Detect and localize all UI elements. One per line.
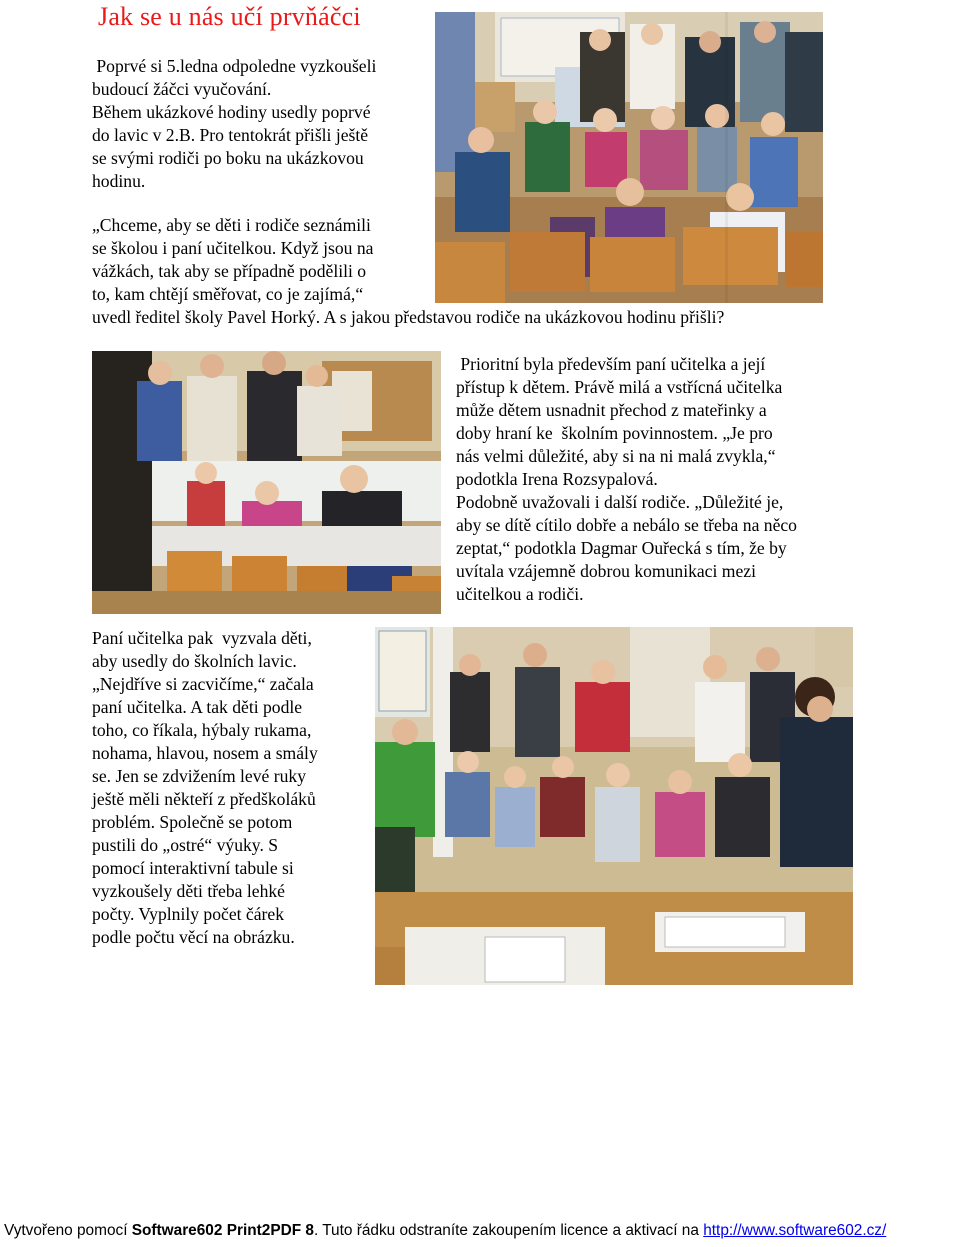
text-line: Poprvé si 5.ledna odpoledne vyzkoušeli xyxy=(92,56,377,76)
text-line: pomocí interaktivní tabule si xyxy=(92,858,294,878)
photo-children-circle xyxy=(435,12,823,303)
text-line: Během ukázkové hodiny usedly poprvé xyxy=(92,102,371,122)
text-line: vážkách, tak aby se případně podělili o xyxy=(92,261,367,281)
article-title: Jak se u nás učí prvňáčci xyxy=(98,2,361,31)
text-line: „Nejdříve si zacvičíme,“ začala xyxy=(92,674,314,694)
text-line: podle počtu věcí na obrázku. xyxy=(92,927,295,947)
text-line: to, kam chtějí směřovat, co je zajímá,“ xyxy=(92,284,364,304)
text-line: přístup k dětem. Právě milá a vstřícná učitelka xyxy=(456,377,783,397)
text-line: nohama, hlavou, nosem a smály xyxy=(92,743,318,763)
footer-product-name: Software602 Print2PDF 8 xyxy=(131,1222,314,1239)
text-line: budoucí žáčci vyučování. xyxy=(92,79,272,99)
text-line: může dětem usnadnit přechod z mateřinky a xyxy=(456,400,767,420)
text-line: podotkla Irena Rozsypalová. xyxy=(456,469,658,489)
lesson-paragraph xyxy=(92,627,318,949)
software602-link[interactable]: http://www.software602.cz/ xyxy=(703,1222,887,1239)
text-line: do lavic v 2.B. Pro tentokrát přišli ještě xyxy=(92,125,369,145)
text-line: aby usedly do školních lavic. xyxy=(92,651,297,671)
text-line: se školou i paní učitelkou. Když jsou na xyxy=(92,238,374,258)
text-line: učitelkou a rodiči. xyxy=(456,584,584,604)
text-line: ještě měli někteří z předškoláků xyxy=(92,789,316,809)
text-line: aby se dítě cítilo dobře a nebálo se třeba na něco xyxy=(456,515,797,535)
text-line: zeptat,“ podotkla Dagmar Ouřecká s tím, že by xyxy=(456,538,787,558)
text-line: doby hraní ke školním povinnostem. „Je pro xyxy=(456,423,773,443)
text-line: toho, co říkala, hýbaly rukama, xyxy=(92,720,312,740)
text-line: Paní učitelka pak vyzvala děti, xyxy=(92,628,312,648)
text-line: problém. Společně se potom xyxy=(92,812,293,832)
priority-paragraph xyxy=(456,353,797,606)
text-line: Prioritní byla především paní učitelka a její xyxy=(456,354,766,374)
text-line: vyzkoušely děti třeba lehké xyxy=(92,881,285,901)
text-line: uvítala vzájemně dobrou komunikaci mezi xyxy=(456,561,756,581)
footer-prefix: Vytvořeno pomocí xyxy=(4,1222,132,1239)
text-line: se svými rodiči po boku na ukázkovou xyxy=(92,148,364,168)
text-line: se. Jen se zdvižením levé ruky xyxy=(92,766,306,786)
text-line: hodinu. xyxy=(92,171,146,191)
text-line: uvedl ředitel školy Pavel Horký. A s jakou představou rodiče na ukázkovou hodinu přišli? xyxy=(92,307,725,327)
intro-paragraph xyxy=(92,55,376,193)
footer-middle-text: . Tuto řádku odstraníte zakoupením licence a aktivací na xyxy=(313,1222,704,1239)
text-line: Podobně uvažovali i další rodiče. „Důležité je, xyxy=(456,492,784,512)
text-line: počty. Vyplnily počet čárek xyxy=(92,904,285,924)
text-line: „Chceme, aby se děti i rodiče seznámili xyxy=(92,215,371,235)
pdf-generator-footer xyxy=(4,1221,960,1241)
text-line: paní učitelka. A tak děti podle xyxy=(92,697,303,717)
photo-children-at-desks xyxy=(92,351,441,614)
photo-children-with-teacher xyxy=(375,627,853,985)
text-line: nás velmi důležité, aby si na ni malá zvykla,“ xyxy=(456,446,776,466)
text-line: pustili do „ostré“ výuky. S xyxy=(92,835,279,855)
